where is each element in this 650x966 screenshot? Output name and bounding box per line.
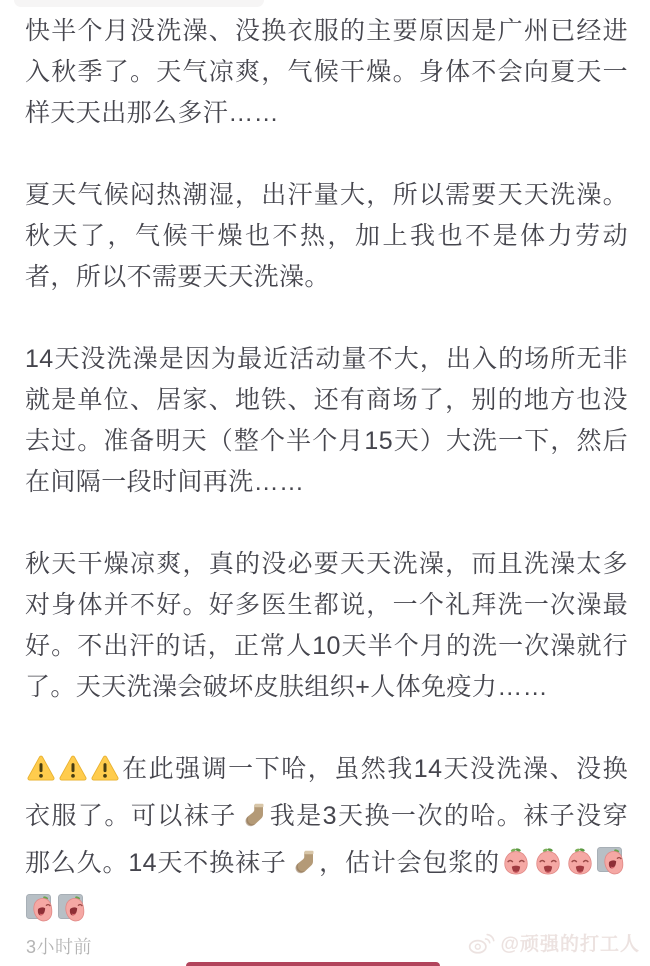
- wall-crying-emoji: [597, 847, 627, 890]
- post-text: 14天没洗澡是因为最近活动量不大，出入的场所无非就是单位、居家、地铁、还有商场了，别的地方也没去过。准备明天（整个半个月15天）大洗一下，然后在间隔一段时间再洗……: [25, 345, 628, 496]
- post-paragraph: [25, 339, 628, 503]
- sock-emoji: [238, 800, 268, 843]
- post-text: 我是3天换一次的哈。袜子没穿那么久。14天不换袜子: [25, 802, 628, 877]
- warning-emoji: [90, 753, 120, 796]
- post-text: 快半个月没洗澡、没换衣服的主要原因是广州已经进入秋季了。天气凉爽，气候干燥。身体不会向夏天一样天天出那么多汗……: [25, 17, 628, 127]
- post-paragraph: [25, 749, 628, 937]
- crying-peach-emoji: [565, 847, 595, 890]
- weibo-logo-icon: [468, 931, 495, 955]
- warning-emoji: [26, 753, 56, 796]
- post-text: 在此强调一下哈，虽然我14天没洗澡、没换衣服了。可以袜子: [25, 755, 628, 830]
- sock-emoji: [288, 847, 318, 890]
- watermark: [468, 929, 640, 956]
- post-text: ，估计会包浆的: [318, 849, 500, 877]
- post-paragraph: [25, 11, 628, 134]
- wall-crying-emoji: [26, 894, 56, 937]
- post-paragraph: [25, 544, 628, 708]
- post-text: 夏天气候闷热潮湿，出汗量大，所以需要天天洗澡。秋天了，气候干燥也不热，加上我也不是体力劳动者，所以不需要天天洗澡。: [25, 181, 628, 291]
- crying-peach-emoji: [501, 847, 531, 890]
- post-body: [25, 11, 628, 937]
- crying-peach-emoji: [533, 847, 563, 890]
- warning-emoji: [58, 753, 88, 796]
- wall-crying-emoji: [58, 894, 88, 937]
- post-paragraph: [25, 175, 628, 298]
- previous-card-remnant: [14, 0, 264, 7]
- watermark-handle: @顽强的打工人: [500, 934, 640, 955]
- post-text: 秋天干燥凉爽，真的没必要天天洗澡，而且洗澡太多对身体并不好。好多医生都说，一个礼拜洗一次澡最好。不出汗的话，正常人10天半个月的洗一次澡就行了。天天洗澡会破坏皮肤组织+人体免疫力……: [25, 550, 628, 701]
- cropped-red-element: [186, 962, 440, 966]
- timestamp: 3小时前: [26, 937, 93, 957]
